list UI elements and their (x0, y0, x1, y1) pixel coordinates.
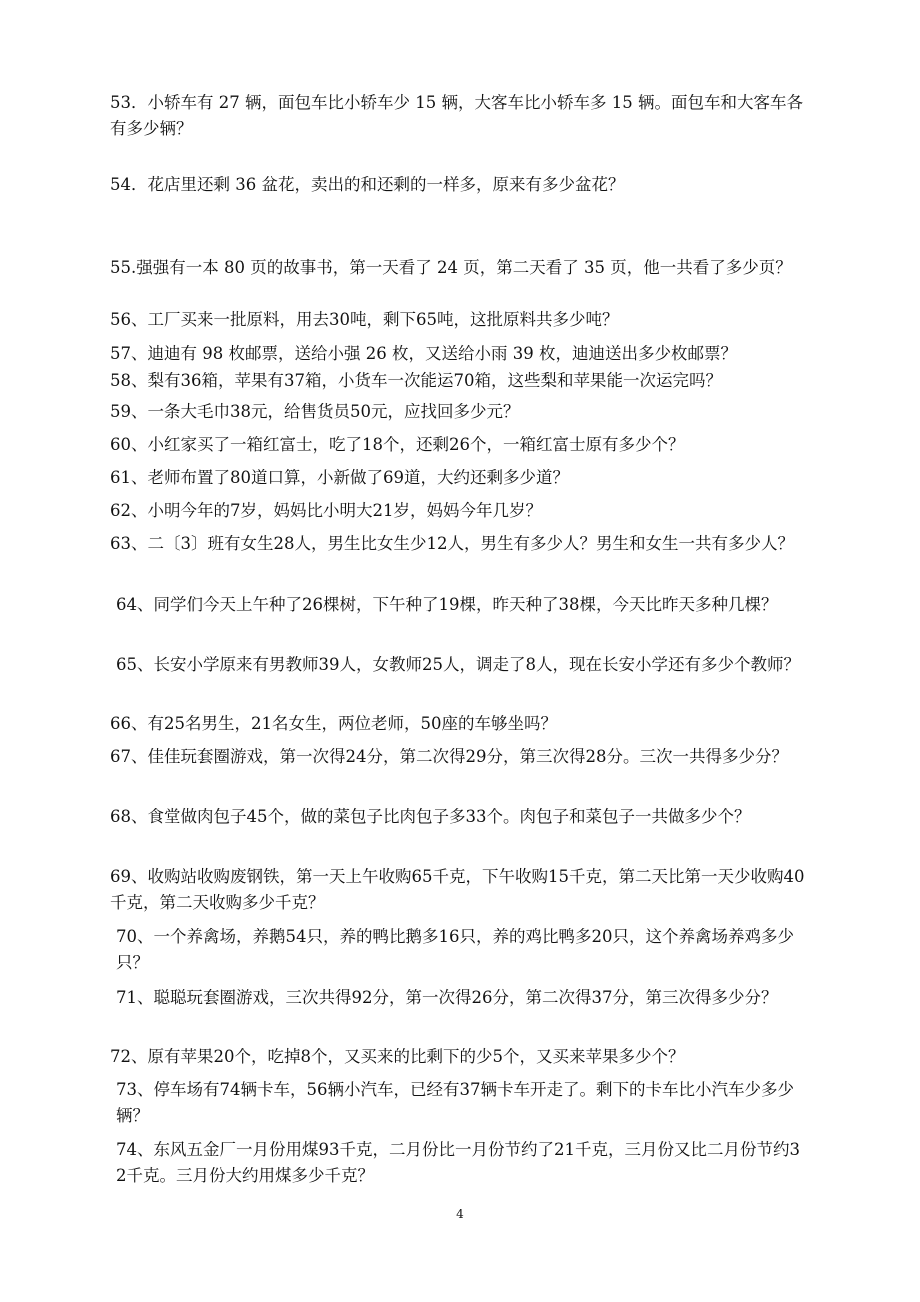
question-56: 56、工厂买来一批原料，用去30吨，剩下65吨，这批原料共多少吨？ (110, 310, 619, 329)
question-61: 61、老师布置了80道口算，小新做了69道，大约还剩多少道？ (110, 468, 569, 487)
question-66: 66、有25名男生，21名女生，两位老师，50座的车够坐吗？ (110, 714, 557, 733)
question-63: 63、二〔3〕班有女生28人，男生比女生少12人，男生有多少人？男生和女生一共有多少人？ (110, 534, 794, 553)
question-60: 60、小红家买了一箱红富士，吃了18个，还剩26个，一箱红富士原有多少个？ (110, 435, 685, 454)
question-53: 53．小轿车有 27 辆，面包车比小轿车少 15 辆，大客车比小轿车多 15 辆。面包车和大客车各有多少辆？ (110, 93, 803, 138)
question-57: 57、迪迪有 98 枚邮票，送给小强 26 枚，又送给小雨 39 枚，迪迪送出多少枚邮票？ (110, 344, 737, 363)
question-54: 54．花店里还剩 36 盆花，卖出的和还剩的一样多，原来有多少盆花？ (110, 175, 625, 194)
question-68: 68、食堂做肉包子45个，做的菜包子比肉包子多33个。肉包子和菜包子一共做多少个？ (110, 807, 751, 826)
question-71: 71、聪聪玩套圈游戏，三次共得92分，第一次得26分，第二次得37分，第三次得多少分？ (116, 988, 778, 1007)
question-59: 59、一条大毛巾38元，给售货员50元，应找回多少元？ (110, 402, 520, 421)
question-69: 69、收购站收购废钢铁，第一天上午收购65千克，下午收购15千克，第二天比第一天少收购40千克，第二天收购多少千克？ (110, 867, 805, 912)
question-73: 73、停车场有74辆卡车，56辆小汽车，已经有37辆卡车开走了。剩下的卡车比小汽车少多少辆？ (116, 1080, 794, 1125)
question-64: 64、同学们今天上午种了26棵树，下午种了19棵，昨天种了38棵，今天比昨天多种几棵？ (116, 595, 778, 614)
question-67: 67、佳佳玩套圈游戏，第一次得24分，第二次得29分，第三次得28分。三次一共得多少分？ (110, 747, 788, 766)
question-74: 74、东风五金厂一月份用煤93千克，二月份比一月份节约了21千克，三月份又比二月份节约32千克。三月份大约用煤多少千克？ (116, 1140, 800, 1185)
question-62: 62、小明今年的7岁，妈妈比小明大21岁，妈妈今年几岁？ (110, 501, 542, 520)
question-58: 58、梨有36箱，苹果有37箱，小货车一次能运70箱，这些梨和苹果能一次运完吗？ (110, 371, 722, 390)
question-70: 70、一个养禽场，养鹅54只，养的鸭比鹅多16只，养的鸡比鸭多20只，这个养禽场养鸡多少只？ (116, 927, 794, 972)
question-65: 65、长安小学原来有男教师39人，女教师25人，调走了8人，现在长安小学还有多少个教师？ (116, 655, 800, 674)
question-55: 55.强强有一本 80 页的故事书，第一天看了 24 页，第二天看了 35 页，他一共看了多少页？ (110, 258, 792, 277)
page-number: 4 (456, 1207, 464, 1221)
question-72: 72、原有苹果20个，吃掉8个，又买来的比剩下的少5个，又买来苹果多少个？ (110, 1047, 685, 1066)
